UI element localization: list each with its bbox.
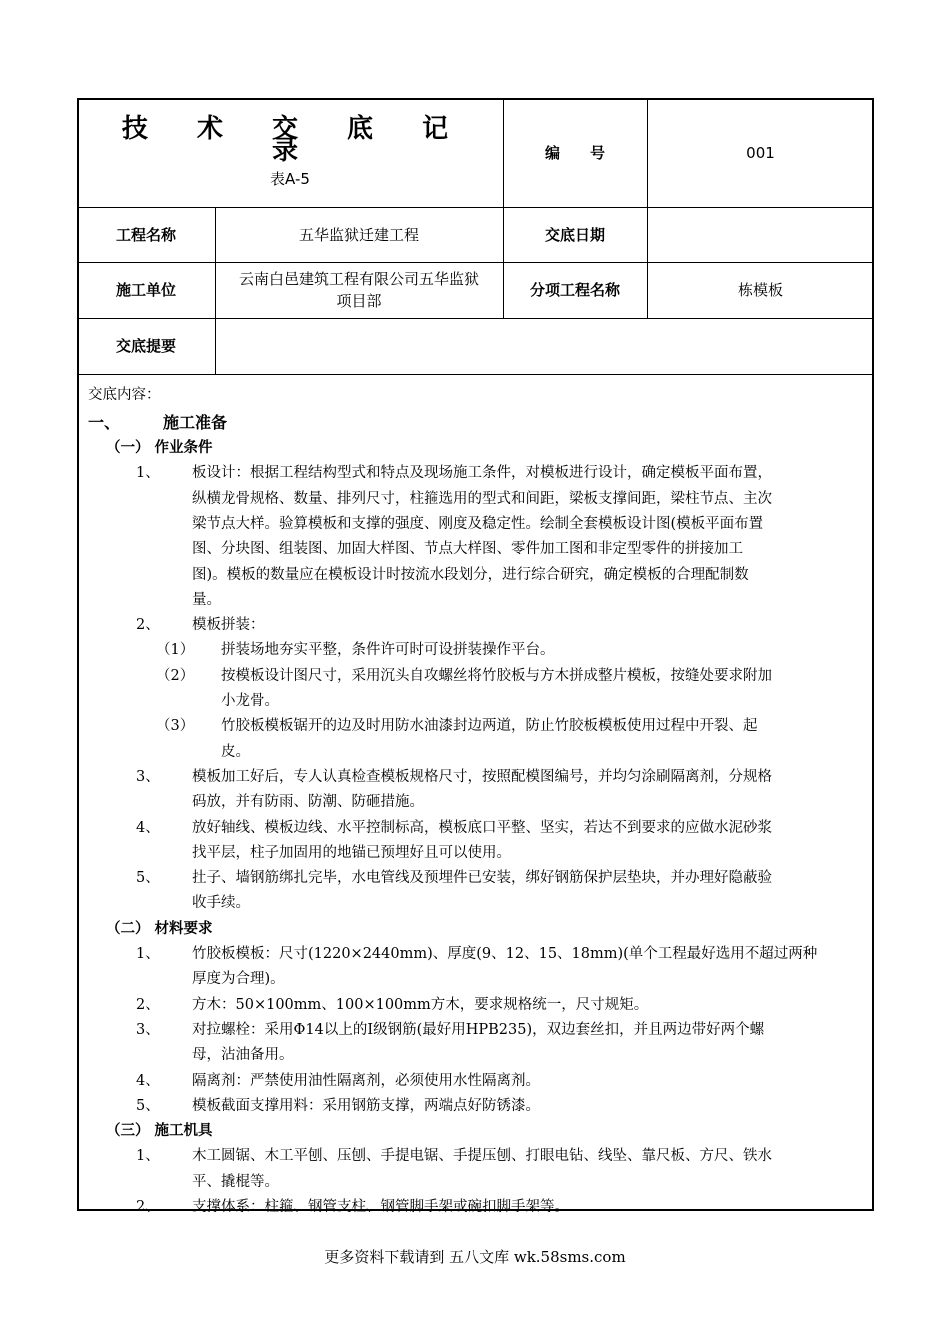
item-text: 按模板设计图尺寸，采用沉头自攻螺丝将竹胶板与方木拼成整片模板，按缝处要求附加	[221, 667, 772, 684]
section-number: 一、	[88, 413, 121, 432]
item-number: 2、	[136, 617, 160, 634]
item-text: 竹胶板模板：尺寸(1220×2440mm)、厚度(9、12、15、18mm)(单个工程最好选用不超过两种	[192, 946, 818, 962]
item-number: 3、	[136, 768, 160, 785]
item-text: 拼装场地夯实平整，条件许可时可设拼装操作平台。	[221, 642, 555, 659]
item-text: 码放，并有防雨、防潮、防砸措施。	[192, 794, 424, 811]
subsection-title: （一） 作业条件	[106, 440, 213, 456]
item-number: 4、	[136, 1072, 160, 1089]
contractor-value-line: 云南白邑建筑工程有限公司五华监狱	[238, 270, 479, 288]
summary-value	[215, 318, 874, 374]
number-label: 编 号	[544, 143, 605, 162]
item-text: 木工圆锯、木工平刨、压刨、手提电锯、手提压刨、打眼电钻、线坠、靠尺板、方尺、铁水	[192, 1148, 772, 1165]
item-number: 1、	[136, 465, 160, 482]
number-value: 001	[746, 143, 775, 162]
item-text: 母，沾油备用。	[192, 1047, 294, 1064]
item-text: 方木：50×100mm、100×100mm方木，要求规格统一，尺寸规矩。	[192, 996, 649, 1013]
footer-link-text: 更多资料下载请到 五八文库 wk.58sms.com	[324, 1248, 626, 1266]
item-text: 模板拼装：	[192, 617, 265, 634]
item-text: 扗子、墙钢筋绑扎完毕，水电管线及预埋件已安装，绑好钢筋保护层垫块，并办理好隐蔽验	[192, 870, 772, 887]
date-value	[647, 207, 874, 262]
item-number: 1、	[136, 1148, 160, 1165]
item-text: 隔离剂：严禁使用油性隔离剂，必须使用水性隔离剂。	[192, 1072, 540, 1089]
subproject-label: 分项工程名称	[529, 281, 620, 299]
item-text: 竹胶板模板锯开的边及时用防水油漆封边两道，防止竹胶板模板使用过程中开裂、起	[221, 718, 758, 735]
item-text: 模板加工好后，专人认真检查模板规格尺寸，按照配模图编号，并均匀涂刷隔离剂，分规格	[192, 768, 772, 785]
item-number: 4、	[136, 819, 160, 836]
section-title: 施工准备	[163, 413, 228, 432]
item-text: 图、分块图、组装图、加固大样图、节点大样图、零件加工图和非定型零件的拼接加工	[192, 541, 743, 558]
item-number: 5、	[136, 870, 160, 887]
subsection-title: （二） 材料要求	[106, 920, 213, 937]
item-text: 对拉螺栓：采用Φ14以上的Ⅰ级钢筋(最好用HPB235)，双边套丝扣，并且两边带好两个螺	[192, 1021, 765, 1038]
item-text: 量。	[192, 591, 221, 608]
subproject-value: 栋模板	[737, 281, 783, 299]
item-text: 板设计：根据工程结构型式和特点及现场施工条件，对模板进行设计，确定模板平面布置，	[192, 465, 772, 482]
item-text: 图)。模板的数量应在模板设计时按流水段划分，进行综合研究，确定模板的合理配制数	[192, 566, 749, 583]
form-code: 表A-5	[270, 170, 310, 188]
item-text: 厚度为合理)。	[192, 971, 285, 988]
grid-line	[77, 374, 874, 375]
item-number: 2、	[136, 996, 160, 1013]
project-name-label: 工程名称	[115, 225, 176, 244]
item-text: 支撑体系：柱箍、钢管支柱、钢管脚手架或碗扣脚手架等。	[192, 1199, 569, 1215]
item-text: 收手续。	[192, 895, 250, 912]
content-intro: 交底内容：	[88, 387, 161, 403]
item-number: 2、	[136, 1199, 160, 1215]
item-text: 纵横龙骨规格、数量、排列尺寸，柱箍选用的型式和间距，梁板支撑间距，梁柱节点、主次	[192, 490, 772, 507]
item-number: 3、	[136, 1021, 160, 1038]
subsection-title: （三） 施工机具	[106, 1123, 213, 1140]
project-name-value: 五华监狱迁建工程	[298, 225, 419, 244]
item-text: 平、撬棍等。	[192, 1173, 279, 1190]
item-text: 小龙骨。	[221, 693, 279, 709]
item-text: 模板截面支撑用料：采用钢筋支撑，两端点好防锈漆。	[192, 1097, 540, 1114]
item-number: 1、	[136, 946, 160, 962]
item-number: 5、	[136, 1097, 160, 1114]
date-label: 交底日期	[544, 225, 605, 244]
contractor-label: 施工单位	[115, 281, 176, 299]
form-title: 技 术 交 底 记 录	[121, 114, 469, 166]
item-number: （2）	[156, 667, 195, 684]
item-text: 皮。	[221, 743, 250, 760]
item-text: 找平层，柱子加固用的地锚已预埋好且可以使用。	[192, 844, 511, 861]
item-number: （3）	[156, 718, 195, 735]
item-text: 放好轴线、模板边线、水平控制标高，模板底口平整、坚实，若达不到要求的应做水泥砂浆	[192, 819, 772, 836]
item-number: （1）	[156, 642, 195, 659]
item-text: 梁节点大样。验算模板和支撑的强度、刚度及稳定性。绘制全套模板设计图(模板平面布置	[192, 515, 764, 532]
contractor-value-line: 项目部	[336, 292, 382, 310]
contractor-value	[215, 262, 503, 318]
summary-label: 交底提要	[115, 337, 176, 355]
